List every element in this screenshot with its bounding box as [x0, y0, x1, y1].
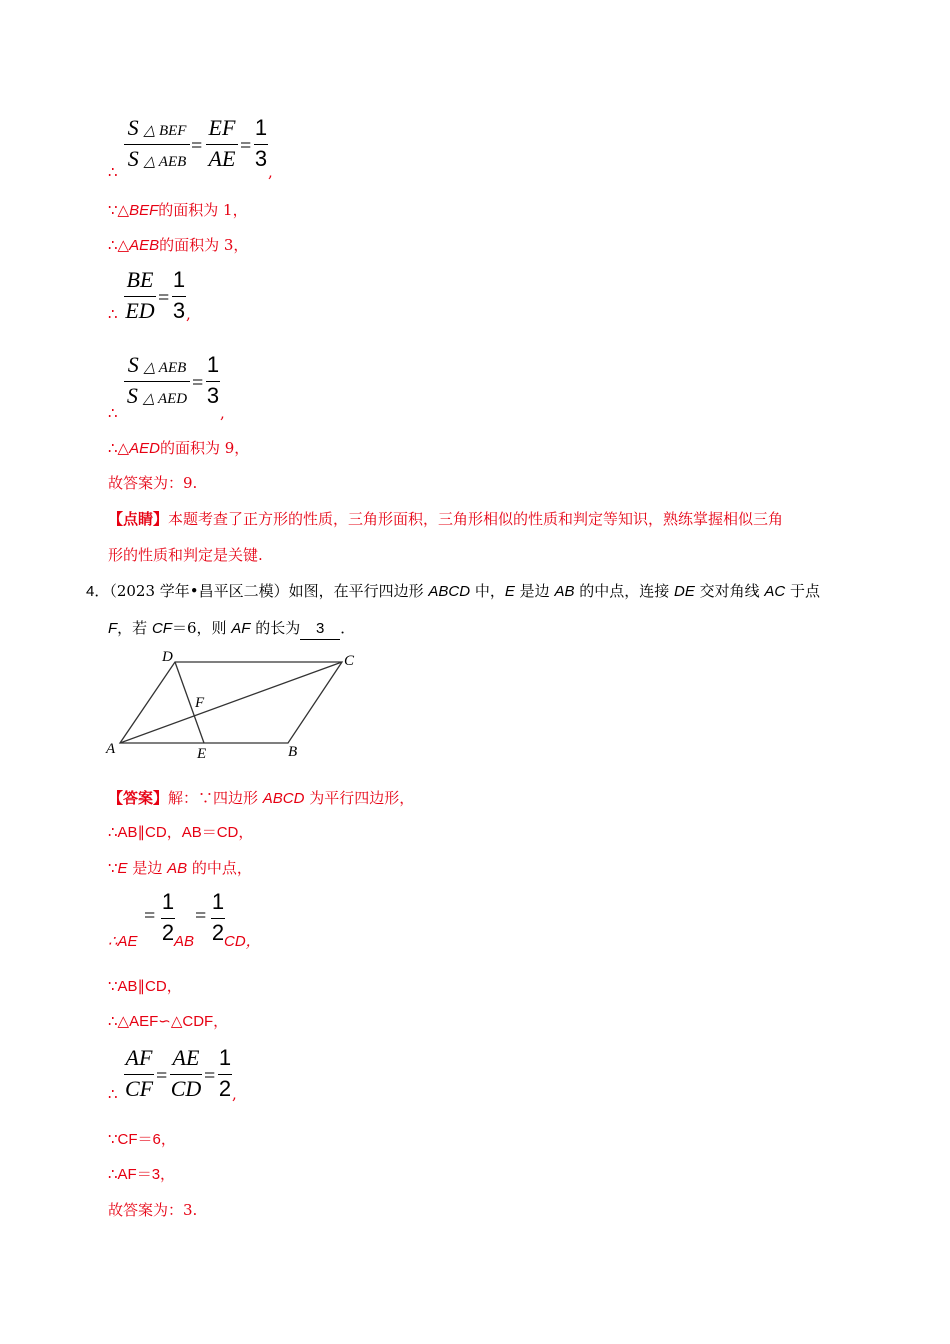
- solution-line: 【答案】解：∵四边形 ABCD 为平行四边形，: [108, 789, 415, 807]
- label-e: E: [197, 746, 207, 762]
- fraction-one-third: 1 3: [206, 352, 220, 408]
- label-a: A: [106, 741, 116, 757]
- label-c: C: [344, 653, 355, 669]
- fraction-one-half: 1 2: [211, 889, 225, 945]
- text-line: ∴△AED的面积为 9，: [108, 439, 250, 457]
- problem-statement-cont: F，若 CF＝6，则 AF 的长为 3 ．: [108, 618, 355, 640]
- fraction-one-third: 1 3: [254, 115, 268, 171]
- label-b: B: [288, 744, 298, 760]
- fraction-af-cf: AF CF: [124, 1045, 154, 1101]
- answer-line: 故答案为：9.: [108, 474, 198, 492]
- fraction-one-half: 1 2: [161, 889, 175, 945]
- fraction-ae-cd: AE CD: [170, 1045, 202, 1101]
- problem-number: 4．: [86, 583, 110, 600]
- fraction-one-half: 1 2: [218, 1045, 232, 1101]
- text-line: ∵△BEF的面积为 1，: [108, 201, 248, 219]
- solution-line: ∴AF＝3，: [108, 1166, 176, 1183]
- answer-blank: 3: [300, 619, 340, 640]
- fraction-s-aeb: S △ AEB S △ AED: [124, 351, 190, 412]
- label-f: F: [195, 695, 205, 711]
- comment-line: 形的性质和判定是关键.: [108, 546, 263, 564]
- text-line: ∴△AEB的面积为 3，: [108, 236, 249, 254]
- parallelogram-figure: [100, 645, 370, 765]
- solution-line: ∵E 是边 AB 的中点，: [108, 859, 252, 877]
- fraction-one-third: 1 3: [172, 267, 186, 323]
- solution-line: ∵AB∥CD，: [108, 978, 182, 995]
- fraction-be-ed: BE ED: [125, 267, 155, 323]
- label-d: D: [162, 649, 173, 665]
- fraction-s-bef: S △ BEF S △ AEB: [124, 114, 190, 175]
- problem-statement: 4．（2023 学年•昌平区二模）如图，在平行四边形 ABCD 中，E 是边 AB 的中点，连接 DE 交对角线 AC 于点: [86, 582, 821, 600]
- comment-line: 【点睛】本题考查了正方形的性质，三角形面积，三角形相似的性质和判定等知识，熟练掌握相似三角: [108, 510, 784, 528]
- solution-line: ∵CF＝6，: [108, 1131, 176, 1148]
- problem-source: （2023 学年•昌平区二模）: [109, 582, 289, 600]
- answer-line: 故答案为：3.: [108, 1201, 198, 1219]
- comment-tag: 【点睛】: [108, 510, 169, 528]
- solution-line: ∴AB∥CD，AB＝CD，: [108, 824, 254, 841]
- solution-line: ∴△AEF∽△CDF，: [108, 1013, 229, 1030]
- fraction-ef-ae: EF AE: [206, 114, 238, 175]
- answer-tag: 【答案】: [108, 789, 169, 807]
- diagonal-ac: [120, 662, 342, 743]
